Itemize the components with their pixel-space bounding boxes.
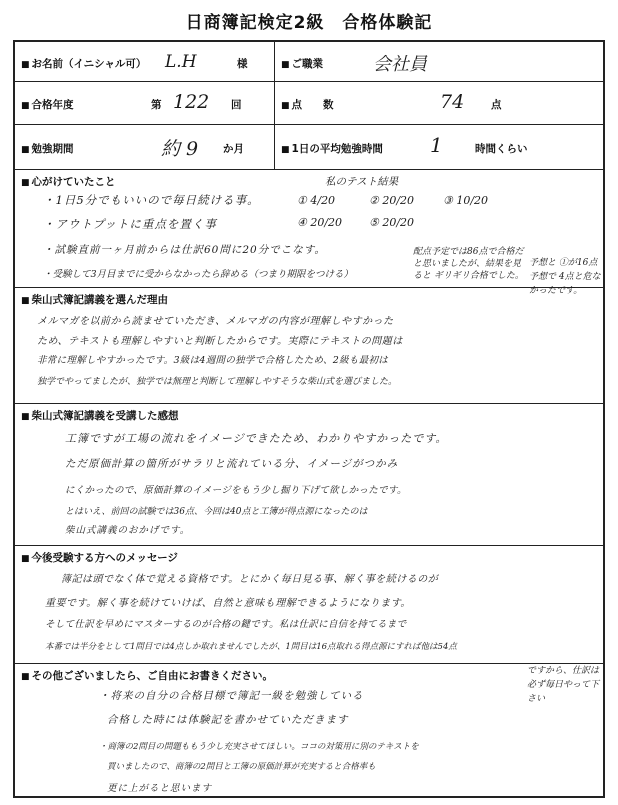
year-cell: [15, 82, 275, 124]
year-suffix: 回: [231, 99, 242, 111]
name-row: [15, 42, 603, 82]
other-line: 合格した時には体験記を書かせていただきます: [107, 714, 349, 726]
message-line: 簿記は頭でなく体で覚える資格です。とにかく毎日見る事、解く事を続けるのが: [61, 574, 439, 585]
mindset-line: ・アウトプットに重点を置く事: [43, 217, 217, 231]
message-line: そして仕訳を早めにマスターするのが合格の鍵です。私は仕訳に自信を持てるまで: [45, 619, 407, 630]
message-section: [15, 546, 603, 664]
reason-label: ■ 柴山式簿記講義を選んだ理由: [21, 292, 168, 307]
reason-line: 独学でやってましたが、独学では無理と判断して理解しやすそうな柴山式を選びました。: [37, 377, 398, 387]
reason-line: メルマガを以前から読ませていただき、メルマガの内容が理解しやすかった: [37, 316, 394, 327]
message-label: ■ 今後受験する方へのメッセージ: [21, 550, 178, 565]
test-result-item: ④ 20/20: [297, 216, 343, 229]
other-line: 更に上がると思います: [107, 783, 213, 794]
daily-suffix: 時間くらい: [475, 143, 528, 155]
name-label: ■ お名前（イニシャル可）: [21, 56, 146, 71]
impression-line: 柴山式講義のおかげです。: [65, 525, 191, 536]
mindset-line: ・受験して3月目までに受からなかったら辞める（つまり期限をつける）: [43, 269, 354, 280]
testimonial-form: [13, 40, 605, 798]
period-row: [15, 125, 603, 170]
message-side-note: ですから、仕訳は必ず毎日やって下さい: [527, 666, 600, 704]
period-label: ■ 勉強期間: [21, 141, 74, 156]
period-cell: [15, 125, 275, 169]
job-cell: [275, 42, 603, 81]
other-line: ・商簿の2問目の問題ももう少し充実させてほしい。ココの対策用に別のテキストを: [99, 742, 419, 752]
job-value: 会社員: [373, 54, 427, 75]
score-cell: [275, 82, 603, 124]
page-title: 日商簿記検定2級 合格体験記: [185, 13, 433, 33]
daily-cell: [275, 125, 603, 169]
period-value: 約 9: [161, 138, 199, 160]
other-label: ■ その他ございましたら、ご自由にお書きください。: [21, 668, 273, 683]
impression-line: とはいえ、前回の試験では36点、今回は40点と工簿が得点源になったのは: [65, 507, 368, 517]
reason-line: ため、テキストも理解しやすいと判断したからです。実際にテキストの問題は: [37, 336, 403, 347]
year-label: ■ 合格年度: [21, 97, 74, 112]
impression-section: [15, 404, 603, 546]
test-result-item: ① 4/20: [297, 194, 336, 207]
test-result-item: ② 20/20: [369, 194, 415, 207]
test-results-box: [293, 172, 521, 242]
test-results-heading: 私のテスト結果: [325, 176, 399, 188]
daily-label: ■ 1日の平均勉強時間: [281, 141, 383, 156]
year-prefix: 第: [151, 99, 162, 111]
name-suffix: 様: [237, 58, 248, 70]
message-line: 本番では半分をとして1問目では4点しか取れませんでしたが、1問目は16点取れる得点源にすれば他は54点: [45, 642, 457, 652]
name-value: L.H: [165, 52, 197, 72]
year-row: [15, 82, 603, 125]
test-result-item: ⑤ 20/20: [369, 216, 415, 229]
name-cell: [15, 42, 275, 81]
side-note-1: 配点予定では86点で合格だと思いましたが、結果を見ると ギリギリ合格でした。: [413, 247, 524, 281]
mindset-line: ・試験直前一ヶ月前からは仕訳60問に20分でこなす。: [43, 244, 326, 256]
impression-line: ただ原価計算の箇所がサラリと流れている分、イメージがつかみ: [65, 458, 399, 470]
reason-section: [15, 288, 603, 404]
score-label: ■ 点 数: [281, 97, 334, 112]
side-note-2: 予想と ①が16点予想で 4点と危な かったです。: [529, 258, 601, 296]
mindset-label: ■ 心がけていたこと: [21, 174, 116, 189]
message-line: 重要です。解く事を続けていけば、自然と意味も理解できるようになります。: [45, 598, 411, 609]
reason-line: 非常に理解しやすかったです。3級は4週間の独学で合格したため、2級も最初は: [37, 355, 389, 366]
other-line: 買いましたので、商簿の2問目と工簿の原価計算が充実すると合格率も: [107, 762, 376, 772]
year-value: 122: [173, 91, 210, 113]
daily-value: 1: [430, 133, 443, 157]
mindset-line: ・1日5分でもいいので毎日続ける事。: [43, 193, 260, 207]
period-suffix: か月: [223, 143, 244, 155]
mindset-section: [15, 170, 603, 296]
other-line: ・将来の自分の合格目標で簿記一級を勉強している: [99, 690, 364, 702]
test-result-item: ③ 10/20: [443, 194, 489, 207]
job-label: ■ ご職業: [281, 56, 323, 71]
other-section: [15, 664, 603, 796]
impression-line: 工簿ですが工場の流れをイメージできたため、わかりやすかったです。: [65, 432, 448, 445]
score-value: 74: [440, 91, 465, 113]
impression-label: ■ 柴山式簿記講義を受講した感想: [21, 408, 179, 423]
impression-line: にくかったので、原価計算のイメージをもう少し掘り下げて欲しかったです。: [65, 485, 407, 496]
score-suffix: 点: [491, 99, 502, 111]
